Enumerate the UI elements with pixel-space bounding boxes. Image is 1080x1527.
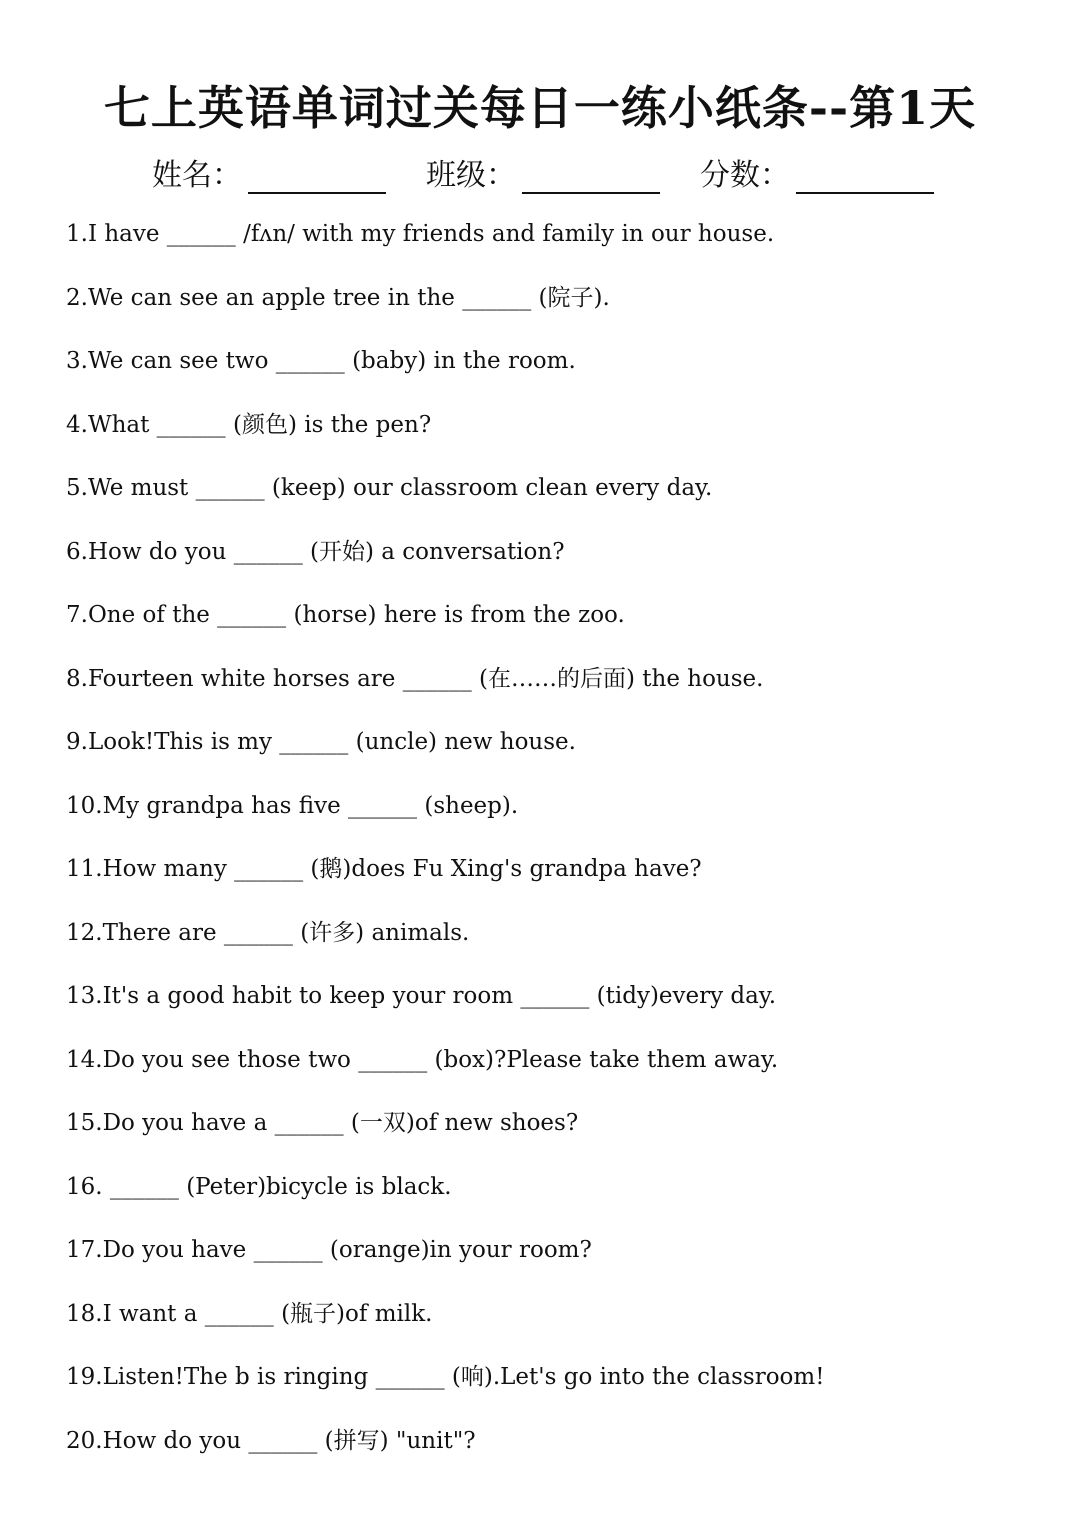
question-item: 9.Look!This is my ______ (uncle) new house.: [66, 729, 576, 755]
question-item: 16. ______ (Peter)bicycle is black.: [66, 1173, 452, 1200]
question-item: 4.What ______ (颜色) is the pen?: [66, 411, 432, 438]
question-item: 17.Do you have ______ (orange)in your room?: [66, 1237, 592, 1263]
question-item: 5.We must ______ (keep) our classroom clean every day.: [66, 475, 713, 501]
question-item: 6.How do you ______ (开始) a conversation?: [66, 538, 565, 565]
question-item: 3.We can see two ______ (baby) in the room.: [66, 348, 576, 374]
question-item: 8.Fourteen white horses are ______ (在……的后面) the house.: [66, 665, 764, 692]
question-list: [66, 214, 1046, 1484]
question-item: 13.It's a good habit to keep your room ______ (tidy)every day.: [66, 983, 777, 1009]
question-item: 19.Listen!The b is ringing ______ (响).Let's go into the classroom!: [66, 1364, 825, 1390]
question-item: 1.I have ______ /fʌn/ with my friends and family in our house.: [66, 221, 775, 247]
question-item: 18.I want a ______ (瓶子)of milk.: [66, 1300, 433, 1327]
question-item: 12.There are ______ (许多) animals.: [66, 919, 470, 946]
question-item: 15.Do you have a ______ (一双)of new shoes?: [66, 1110, 579, 1136]
class-field: [426, 150, 660, 194]
question-item: 7.One of the ______ (horse) here is from the zoo.: [66, 602, 625, 628]
question-item: 10.My grandpa has five ______ (sheep).: [66, 792, 519, 819]
question-item: 11.How many ______ (鹅)does Fu Xing's grandpa have?: [66, 856, 702, 882]
score-field: [700, 150, 934, 194]
name-label: 姓名：: [152, 158, 242, 193]
question-item: 14.Do you see those two ______ (box)?Please take them away.: [66, 1046, 779, 1073]
question-item: 20.How do you ______ (拼写) "unit"?: [66, 1427, 476, 1454]
class-blank-line[interactable]: [522, 162, 660, 194]
name-field: [152, 150, 386, 194]
student-info-row: [152, 150, 952, 194]
name-blank-line[interactable]: [248, 162, 386, 194]
question-item: 2.We can see an apple tree in the ______ (院子).: [66, 284, 610, 311]
class-label: 班级：: [426, 158, 516, 193]
page-title: 七上英语单词过关每日一练小纸条--第1天: [103, 81, 977, 135]
score-label: 分数：: [700, 158, 790, 193]
score-blank-line[interactable]: [796, 162, 934, 194]
